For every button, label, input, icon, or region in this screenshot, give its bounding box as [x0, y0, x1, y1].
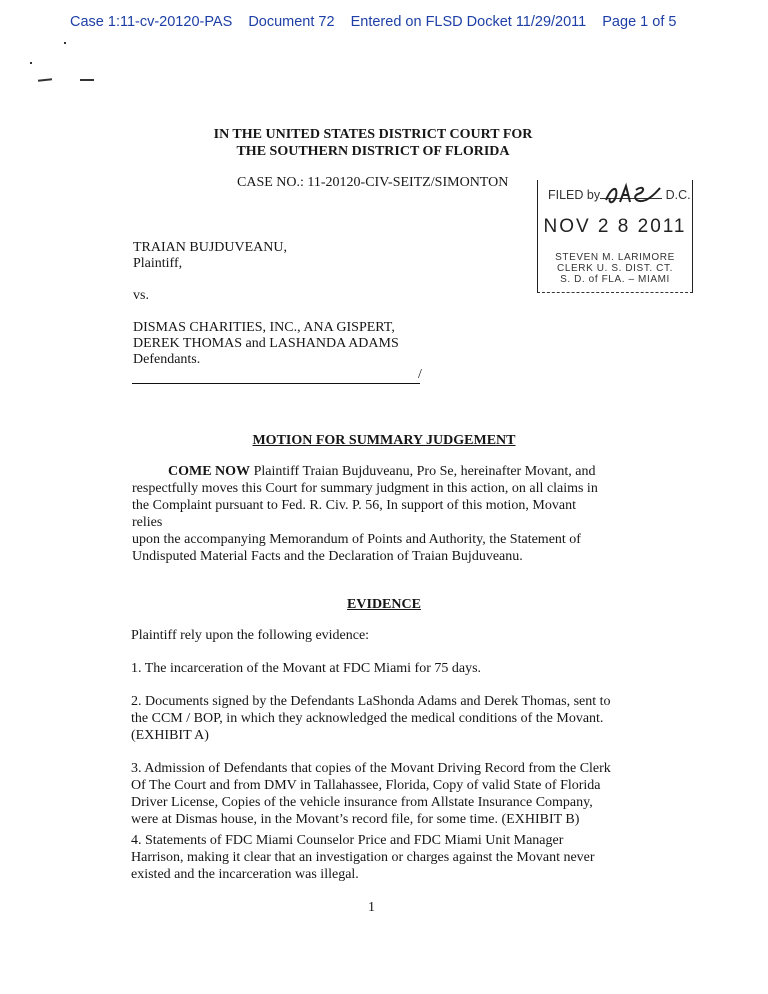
filed-date: NOV 2 8 2011 [543, 216, 687, 237]
caption-rule [132, 383, 420, 384]
page-number: 1 [368, 900, 375, 915]
clerk-block [538, 252, 692, 285]
court-heading-line: IN THE UNITED STATES DISTRICT COURT FOR [213, 127, 533, 142]
evidence-item [131, 832, 641, 883]
defendant-line: DISMAS CHARITIES, INC., ANA GISPERT, [133, 320, 395, 335]
evidence-line: were at Dismas house, in the Movant’s record file, for some time. (EXHIBIT B) [131, 812, 580, 827]
scan-speck [64, 42, 66, 44]
filed-stamp [537, 180, 693, 293]
scan-speck [38, 78, 52, 81]
evidence-line: 3. Admission of Defendants that copies of the Movant Driving Record from the Clerk [131, 761, 611, 776]
defendant-role: Defendants. [133, 352, 201, 367]
docket-document-number: Document 72 [248, 14, 335, 30]
scan-speck [30, 62, 32, 64]
evidence-title: EVIDENCE [347, 597, 421, 612]
plaintiff-name: TRAIAN BUJDUVEANU, [133, 240, 287, 255]
caption-slash: / [418, 367, 422, 382]
defendants-block [133, 320, 399, 368]
evidence-item [131, 660, 641, 677]
intro-line: the Complaint pursuant to Fed. R. Civ. P. 56, In support of this motion, Movant relies [132, 498, 576, 530]
evidence-line: existed and the incarceration was illegal. [131, 867, 359, 882]
motion-title: MOTION FOR SUMMARY JUDGEMENT [252, 433, 516, 448]
plaintiff-role: Plaintiff, [133, 256, 183, 271]
evidence-line: 4. Statements of FDC Miami Counselor Price and FDC Miami Unit Manager [131, 833, 564, 848]
clerk-line: CLERK U. S. DIST. CT. [557, 263, 673, 274]
evidence-line: Driver License, Copies of the vehicle insurance from Allstate Insurance Company, [131, 795, 593, 810]
clerk-initials-signature [602, 182, 662, 208]
clerk-line: STEVEN M. LARIMORE [555, 252, 675, 263]
intro-lead: COME NOW [168, 464, 251, 479]
filed-by-label: FILED by [548, 188, 601, 202]
plaintiff-block [133, 240, 287, 272]
motion-intro [132, 463, 602, 565]
intro-line: upon the accompanying Memorandum of Points and Authority, the Statement of [132, 532, 581, 547]
clerk-line: S. D. of FLA. – MIAMI [560, 274, 670, 285]
evidence-item [131, 693, 641, 744]
evidence-line: 2. Documents signed by the Defendants LaShonda Adams and Derek Thomas, sent to [131, 694, 611, 709]
evidence-line: (EXHIBIT A) [131, 728, 209, 743]
evidence-line: Harrison, making it clear that an investigation or charges against the Movant never [131, 850, 595, 865]
court-heading-line: THE SOUTHERN DISTRICT OF FLORIDA [236, 144, 510, 159]
case-number: CASE NO.: 11-20120-CIV-SEITZ/SIMONTON [237, 175, 509, 190]
filed-dc-label: D.C. [665, 188, 691, 202]
versus-label: vs. [133, 288, 149, 303]
scan-speck [80, 79, 94, 81]
intro-line: Plaintiff Traian Bujduveanu, Pro Se, hereinafter Movant, and [253, 464, 596, 479]
evidence-line: the CCM / BOP, in which they acknowledged the medical conditions of the Movant. [131, 711, 604, 726]
evidence-line: Of The Court and from DMV in Tallahassee, Florida, Copy of valid State of Florida [131, 778, 601, 793]
docket-entered-date: Entered on FLSD Docket 11/29/2011 [350, 14, 587, 30]
docket-page-count: Page 1 of 5 [602, 14, 677, 30]
defendant-line: DEREK THOMAS and LASHANDA ADAMS [133, 336, 399, 351]
evidence-line: 1. The incarceration of the Movant at FDC Miami for 75 days. [131, 661, 482, 676]
intro-line: Undisputed Material Facts and the Declaration of Traian Bujduveanu. [132, 549, 523, 564]
intro-line: respectfully moves this Court for summary judgment in this action, on all claims in [132, 481, 598, 496]
docket-header [70, 14, 688, 30]
docket-case-number: Case 1:11-cv-20120-PAS [70, 14, 233, 30]
evidence-item [131, 760, 641, 828]
evidence-lead: Plaintiff rely upon the following evidence: [131, 628, 370, 643]
court-heading [150, 126, 596, 160]
